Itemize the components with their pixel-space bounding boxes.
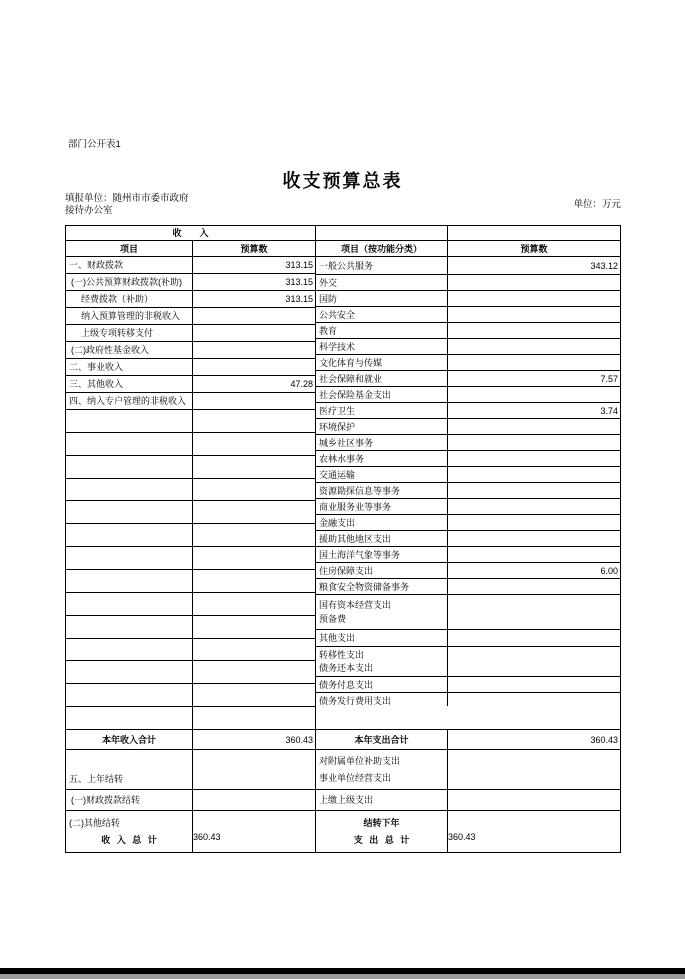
meta-row	[65, 193, 621, 217]
income-row-empty	[66, 570, 315, 593]
expense-row	[316, 579, 620, 595]
item-label-cell: 金融支出	[316, 515, 448, 530]
budget-value-cell	[448, 579, 620, 594]
budget-value-cell	[193, 790, 315, 810]
expense-row	[316, 275, 620, 291]
budget-value-cell: 3.74	[600, 405, 618, 416]
banner-empty-cell	[316, 226, 448, 240]
expense-row-group	[316, 595, 620, 630]
budget-value-cell	[193, 410, 315, 432]
expense-row	[316, 467, 620, 483]
item-label-cell: 三、其他收入	[66, 376, 193, 392]
banner-empty-cell	[448, 226, 620, 240]
item-label-cell	[66, 684, 193, 706]
expense-row	[316, 355, 620, 371]
budget-value-cell	[193, 433, 315, 455]
expense-row	[316, 563, 620, 579]
income-row-empty	[66, 639, 315, 662]
budget-value-cell: 360.43	[285, 734, 313, 745]
budget-value-cell: 7.57	[600, 373, 618, 384]
expense-label: 事业单位经营支出	[319, 772, 392, 783]
budget-value-cell	[193, 811, 315, 852]
budget-value-cell	[193, 359, 315, 375]
income-row-empty	[66, 524, 315, 547]
item-label-cell: 援助其他地区支出	[316, 531, 448, 546]
budget-value-cell	[193, 479, 315, 501]
income-row	[66, 257, 315, 274]
budget-value-cell: 343.12	[590, 260, 618, 271]
budget-value-cell	[193, 308, 315, 324]
budget-value-cell	[448, 693, 620, 696]
item-label-cell	[66, 524, 193, 546]
item-label-cell: 纳入预算管理的非税收入	[66, 308, 193, 324]
budget-value-cell	[193, 325, 315, 341]
item-label-cell	[316, 647, 448, 676]
item-label-cell: 一、财政拨款	[66, 257, 193, 273]
item-label-cell: 交通运输	[316, 467, 448, 482]
budget-value-cell	[448, 547, 620, 562]
item-label-cell: 债务发行费用支出	[316, 693, 448, 706]
table-banner-row	[66, 226, 620, 241]
budget-value-cell	[448, 811, 620, 852]
item-label-cell: 国防	[316, 291, 448, 306]
item-label-cell: 其他支出	[316, 630, 448, 646]
expense-row	[316, 307, 620, 323]
item-label-cell: 商业服务业等事务	[316, 499, 448, 514]
income-grand-total-value: 360.43	[193, 831, 221, 842]
budget-value-cell	[448, 467, 620, 482]
item-label-cell	[66, 570, 193, 592]
expense-row	[316, 451, 620, 467]
item-label-cell	[66, 593, 193, 615]
item-label-cell: 一般公共服务	[316, 257, 448, 274]
budget-value-cell	[193, 684, 315, 706]
budget-value-cell	[193, 750, 315, 789]
item-label-cell: 社会保障和就业	[316, 371, 448, 386]
item-label-cell: 社会保险基金支出	[316, 387, 448, 402]
budget-value-cell	[448, 531, 620, 546]
expense-row	[316, 693, 620, 730]
budget-value-cell	[193, 501, 315, 523]
income-row	[66, 291, 315, 308]
budget-value-cell	[193, 342, 315, 358]
budget-value-cell	[193, 639, 315, 661]
item-label-cell: 环境保护	[316, 419, 448, 434]
item-label-cell	[316, 811, 448, 852]
income-row-empty	[66, 707, 315, 730]
doc-label: 部门公开表1	[68, 139, 121, 150]
budget-value-cell	[448, 451, 620, 466]
income-row-empty	[66, 616, 315, 639]
budget-value-cell	[448, 387, 620, 402]
budget-value-cell	[193, 456, 315, 478]
income-row	[66, 376, 315, 393]
expense-label: 转移性支出	[319, 650, 365, 660]
org-line2: 接待办公室	[65, 205, 113, 216]
expense-label: 对附属单位补助支出	[319, 756, 401, 767]
item-label-cell	[66, 410, 193, 432]
item-label-cell: 粮食安全物资储备事务	[316, 579, 448, 594]
budget-value-cell	[193, 393, 315, 409]
budget-value-cell	[448, 515, 620, 530]
item-label-cell	[316, 750, 448, 789]
expense-row	[316, 435, 620, 451]
budget-value-cell	[448, 750, 620, 789]
budget-table	[65, 225, 621, 853]
budget-value-cell	[193, 593, 315, 615]
item-label-cell	[66, 456, 193, 478]
budget-value-cell	[448, 647, 620, 676]
expense-column	[316, 257, 620, 852]
income-column	[66, 257, 316, 852]
budget-value-cell	[448, 595, 620, 629]
col-header-budget: 预算数	[193, 241, 316, 256]
item-label-cell	[66, 707, 193, 729]
budget-value-cell	[448, 790, 620, 810]
budget-value-cell: 313.15	[285, 260, 313, 270]
expense-grand-total-block	[316, 811, 620, 852]
budget-value-cell	[193, 707, 315, 729]
expense-row	[316, 257, 620, 275]
unit-label: 单位：万元	[573, 199, 621, 210]
org-unit	[65, 193, 189, 217]
item-label-cell: 农林水事务	[316, 451, 448, 466]
item-label-cell: 上级专项转移支付	[66, 325, 193, 341]
income-row-empty	[66, 547, 315, 570]
table-header-row	[66, 241, 620, 257]
expense-row-group	[316, 647, 620, 677]
expense-row	[316, 531, 620, 547]
expense-row	[316, 499, 620, 515]
income-row	[66, 359, 315, 376]
item-label-cell: 本年支出合计	[316, 730, 448, 749]
item-label-cell: (一)公共预算财政拨款(补助)	[66, 274, 193, 290]
item-label-cell: 城乡社区事务	[316, 435, 448, 450]
expense-row	[316, 403, 620, 419]
expense-row	[316, 371, 620, 387]
expense-row	[316, 291, 620, 307]
carryover-other-label: (二)其他结转	[69, 818, 120, 829]
table-body	[66, 257, 620, 852]
item-label-cell	[66, 547, 193, 569]
item-label-cell: 教育	[316, 323, 448, 338]
item-label-cell: 科学技术	[316, 339, 448, 354]
expense-row	[316, 630, 620, 647]
page-bottom-bar-shadow	[0, 974, 685, 979]
budget-value-cell: 360.43	[590, 734, 618, 745]
income-row-empty	[66, 661, 315, 684]
budget-value-cell	[448, 307, 620, 322]
item-label-cell: 文化体育与传媒	[316, 355, 448, 370]
income-row	[66, 308, 315, 325]
item-label-cell: 经费拨款（补助）	[66, 291, 193, 307]
budget-value-cell	[193, 661, 315, 683]
income-row	[66, 393, 315, 410]
item-label-cell	[66, 479, 193, 501]
expense-row	[316, 387, 620, 403]
budget-value-cell	[448, 275, 620, 290]
expense-row	[316, 339, 620, 355]
expense-upper-row	[316, 790, 620, 811]
income-year-total-row	[66, 730, 315, 750]
income-row-empty	[66, 410, 315, 433]
item-label-cell: (一)财政拨款结转	[66, 790, 193, 810]
expense-row	[316, 677, 620, 693]
item-label-cell: 四、纳入专户管理的非税收入	[66, 393, 193, 409]
page-title: 收支预算总表	[282, 171, 403, 191]
expense-row-group	[316, 750, 620, 790]
income-row-empty	[66, 479, 315, 502]
expense-year-total-row	[316, 730, 620, 750]
org-line1: 填报单位：随州市市委市政府	[65, 193, 189, 204]
item-label-cell: 本年收入合计	[66, 730, 193, 749]
income-row-empty	[66, 593, 315, 616]
item-label-cell	[66, 433, 193, 455]
budget-value-cell	[448, 339, 620, 354]
col-header-budget-func: 预算数	[520, 243, 548, 254]
expense-row	[316, 419, 620, 435]
budget-value-cell: 47.28	[290, 379, 313, 389]
budget-value-cell	[448, 355, 620, 370]
item-label-cell: 二、事业收入	[66, 359, 193, 375]
item-label-cell: 医疗卫生	[316, 403, 448, 418]
col-header-item-func: 项目（按功能分类）	[316, 241, 448, 256]
income-row-empty	[66, 501, 315, 524]
budget-value-cell	[448, 435, 620, 450]
col-header-item: 项目	[66, 241, 193, 256]
expense-label: 国有资本经营支出	[319, 599, 392, 610]
expense-label: 债务还本支出	[319, 663, 374, 673]
expense-row	[316, 323, 620, 339]
income-grand-total-label: 收 入 总 计	[101, 835, 157, 846]
budget-value-cell: 6.00	[600, 565, 618, 576]
income-row-empty	[66, 456, 315, 479]
income-row	[66, 274, 315, 291]
item-label-cell: 住房保障支出	[316, 563, 448, 578]
item-label-cell	[66, 811, 193, 852]
income-row-empty	[66, 433, 315, 456]
expense-label: 预备费	[319, 614, 347, 625]
budget-value-cell	[448, 419, 620, 434]
item-label-cell	[316, 595, 448, 629]
income-carryover-row	[66, 750, 315, 790]
item-label-cell	[66, 661, 193, 683]
income-grand-total-block	[66, 811, 315, 852]
item-label-cell: 五、上年结转	[66, 750, 193, 789]
item-label-cell	[66, 501, 193, 523]
income-row-empty	[66, 684, 315, 707]
expense-row	[316, 483, 620, 499]
income-row	[66, 325, 315, 342]
expense-row	[316, 515, 620, 531]
expense-grand-total-value: 360.43	[448, 831, 476, 842]
budget-value-cell	[193, 616, 315, 638]
item-label-cell: (二)政府性基金收入	[66, 342, 193, 358]
item-label-cell: 外交	[316, 275, 448, 290]
budget-value-cell	[193, 524, 315, 546]
expense-row	[316, 547, 620, 563]
budget-value-cell	[448, 323, 620, 338]
budget-value-cell	[448, 630, 620, 646]
income-row	[66, 342, 315, 359]
expense-grand-total-label: 支 出 总 计	[353, 835, 410, 845]
budget-value-cell: 313.15	[285, 277, 313, 287]
budget-value-cell	[448, 291, 620, 306]
item-label-cell: 国土海洋气象等事务	[316, 547, 448, 562]
budget-value-cell	[448, 483, 620, 498]
income-carryover-fiscal-row	[66, 790, 315, 811]
item-label-cell	[66, 616, 193, 638]
budget-value-cell: 313.15	[285, 294, 313, 304]
budget-value-cell	[448, 499, 620, 514]
budget-value-cell	[193, 547, 315, 569]
item-label-cell: 上缴上级支出	[316, 790, 448, 810]
item-label-cell	[66, 639, 193, 661]
expense-carryover-label: 结转下年	[363, 818, 400, 828]
item-label-cell: 资源勘探信息等事务	[316, 483, 448, 498]
budget-value-cell	[193, 570, 315, 592]
item-label-cell: 债务付息支出	[316, 677, 448, 692]
income-banner: 收 入	[66, 226, 316, 240]
budget-value-cell	[448, 677, 620, 692]
item-label-cell: 公共安全	[316, 307, 448, 322]
